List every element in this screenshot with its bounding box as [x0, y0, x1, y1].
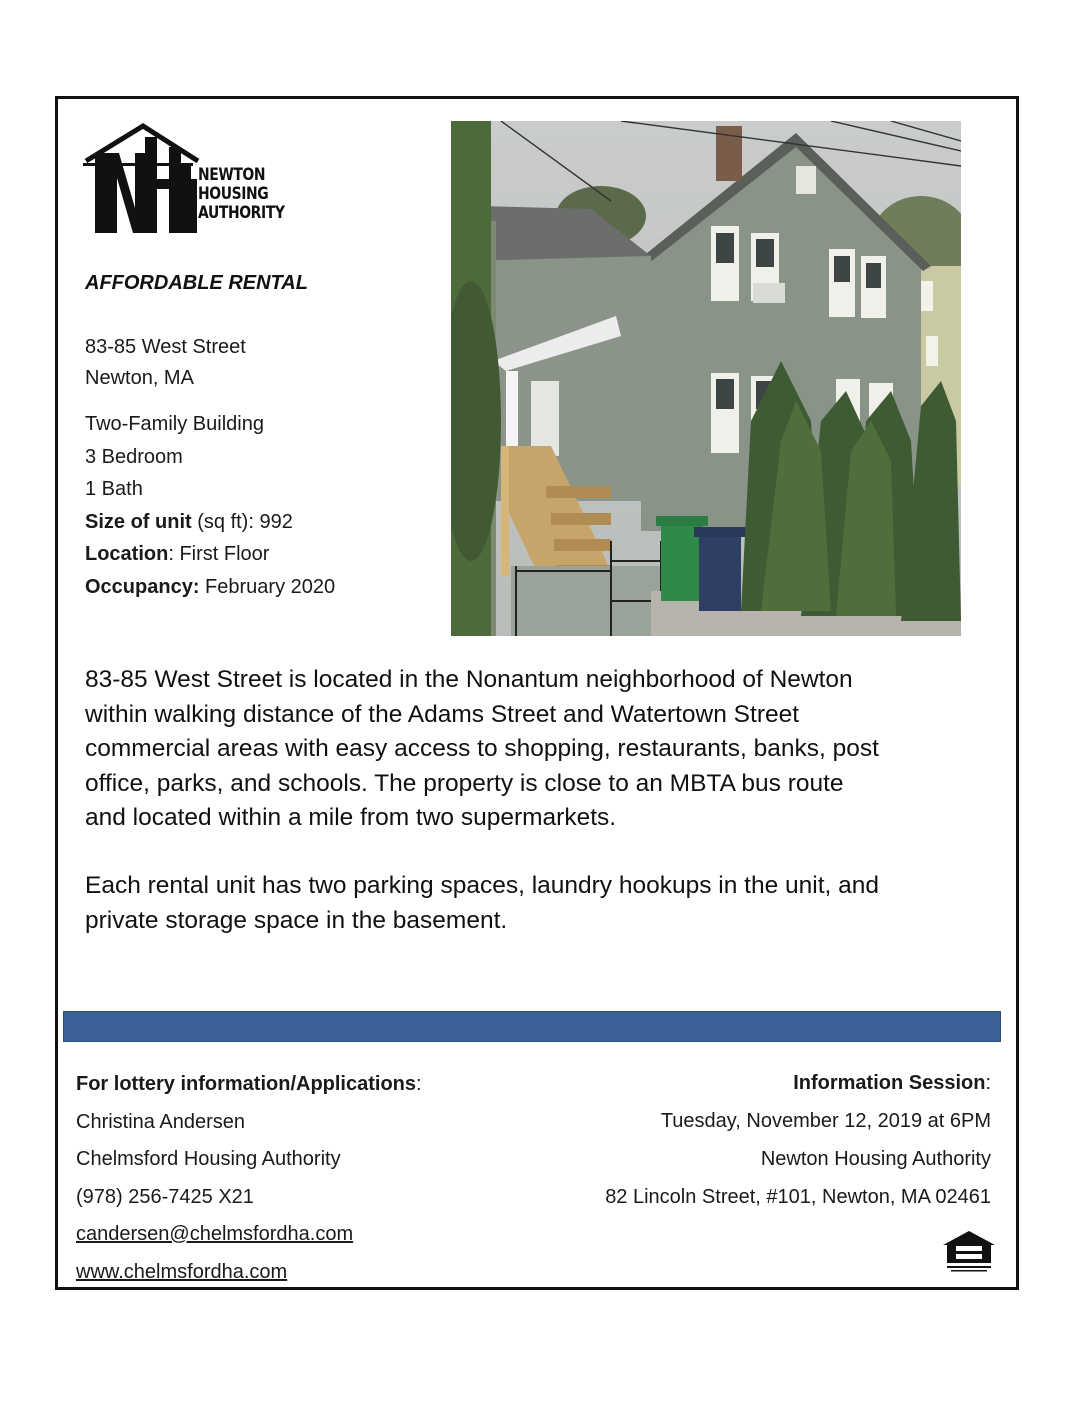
- bedrooms: 3 Bedroom: [85, 445, 183, 468]
- description-line: within walking distance of the Adams Street and Watertown Street: [85, 700, 800, 728]
- session-heading: [605, 1064, 991, 1102]
- occupancy-label: Occupancy:: [85, 575, 200, 598]
- contact-info: [76, 1066, 422, 1291]
- description-line: Each rental unit has two parking spaces, laundry hookups in the unit, and: [85, 872, 880, 899]
- contact-name: Christina Andersen: [76, 1110, 245, 1133]
- description-line: 83-85 West Street is located in the Nonantum neighborhood of Newton: [85, 666, 853, 693]
- equal-housing-opportunity-icon: [941, 1229, 997, 1273]
- logo-line-2: HOUSING: [198, 184, 269, 204]
- unit-size-value: (sq ft): 992: [191, 510, 293, 533]
- contact-heading-colon: :: [416, 1073, 422, 1095]
- location-value: : First Floor: [168, 543, 270, 565]
- description-line: commercial areas with easy access to shopping, restaurants, banks, post: [85, 735, 879, 762]
- description-line: office, parks, and schools. The property is close to an MBTA bus route: [85, 769, 844, 797]
- contact-heading-label: For lottery information/Applications: [76, 1073, 417, 1095]
- logo-wordmark: [198, 166, 285, 223]
- contact-org: Chelmsford Housing Authority: [76, 1148, 341, 1170]
- description-paragraph-1: [85, 663, 965, 836]
- divider-bar: [63, 1011, 1001, 1042]
- logo-line-3: AUTHORITY: [198, 203, 285, 223]
- listing-title: AFFORDABLE RENTAL: [85, 272, 308, 294]
- address-line-1: 83-85 West Street: [85, 336, 246, 358]
- contact-phone: (978) 256-7425 X21: [76, 1185, 254, 1208]
- contact-website-link[interactable]: www.chelmsfordha.com: [76, 1260, 288, 1283]
- listing-details: [85, 408, 335, 603]
- unit-size-label: Size of unit: [85, 510, 192, 533]
- listing-address: [85, 332, 246, 394]
- session-date: Tuesday, November 12, 2019 at 6PM: [660, 1110, 991, 1132]
- baths: 1 Bath: [85, 478, 143, 500]
- contact-email-link[interactable]: candersen@chelmsfordha.com: [76, 1223, 354, 1245]
- logo-line-1: NEWTON: [198, 165, 266, 185]
- session-address: 82 Lincoln Street, #101, Newton, MA 02461: [605, 1186, 991, 1208]
- unit-size: [85, 506, 335, 539]
- session-heading-colon: :: [985, 1072, 991, 1094]
- occupancy-value: February 2020: [199, 575, 336, 598]
- description-line: and located within a mile from two supermarkets.: [85, 804, 617, 831]
- session-org: Newton Housing Authority: [760, 1148, 991, 1170]
- session-heading-label: Information Session: [793, 1072, 986, 1094]
- address-line-2: Newton, MA: [85, 367, 194, 389]
- occupancy: [85, 571, 335, 604]
- unit-location: [85, 538, 335, 571]
- property-photo: [451, 121, 961, 636]
- location-label: Location: [85, 543, 169, 565]
- description-line: private storage space in the basement.: [85, 906, 508, 934]
- contact-heading: [76, 1066, 422, 1104]
- building-type: Two-Family Building: [85, 413, 264, 435]
- info-session: [605, 1064, 991, 1216]
- description-paragraph-2: [85, 869, 965, 938]
